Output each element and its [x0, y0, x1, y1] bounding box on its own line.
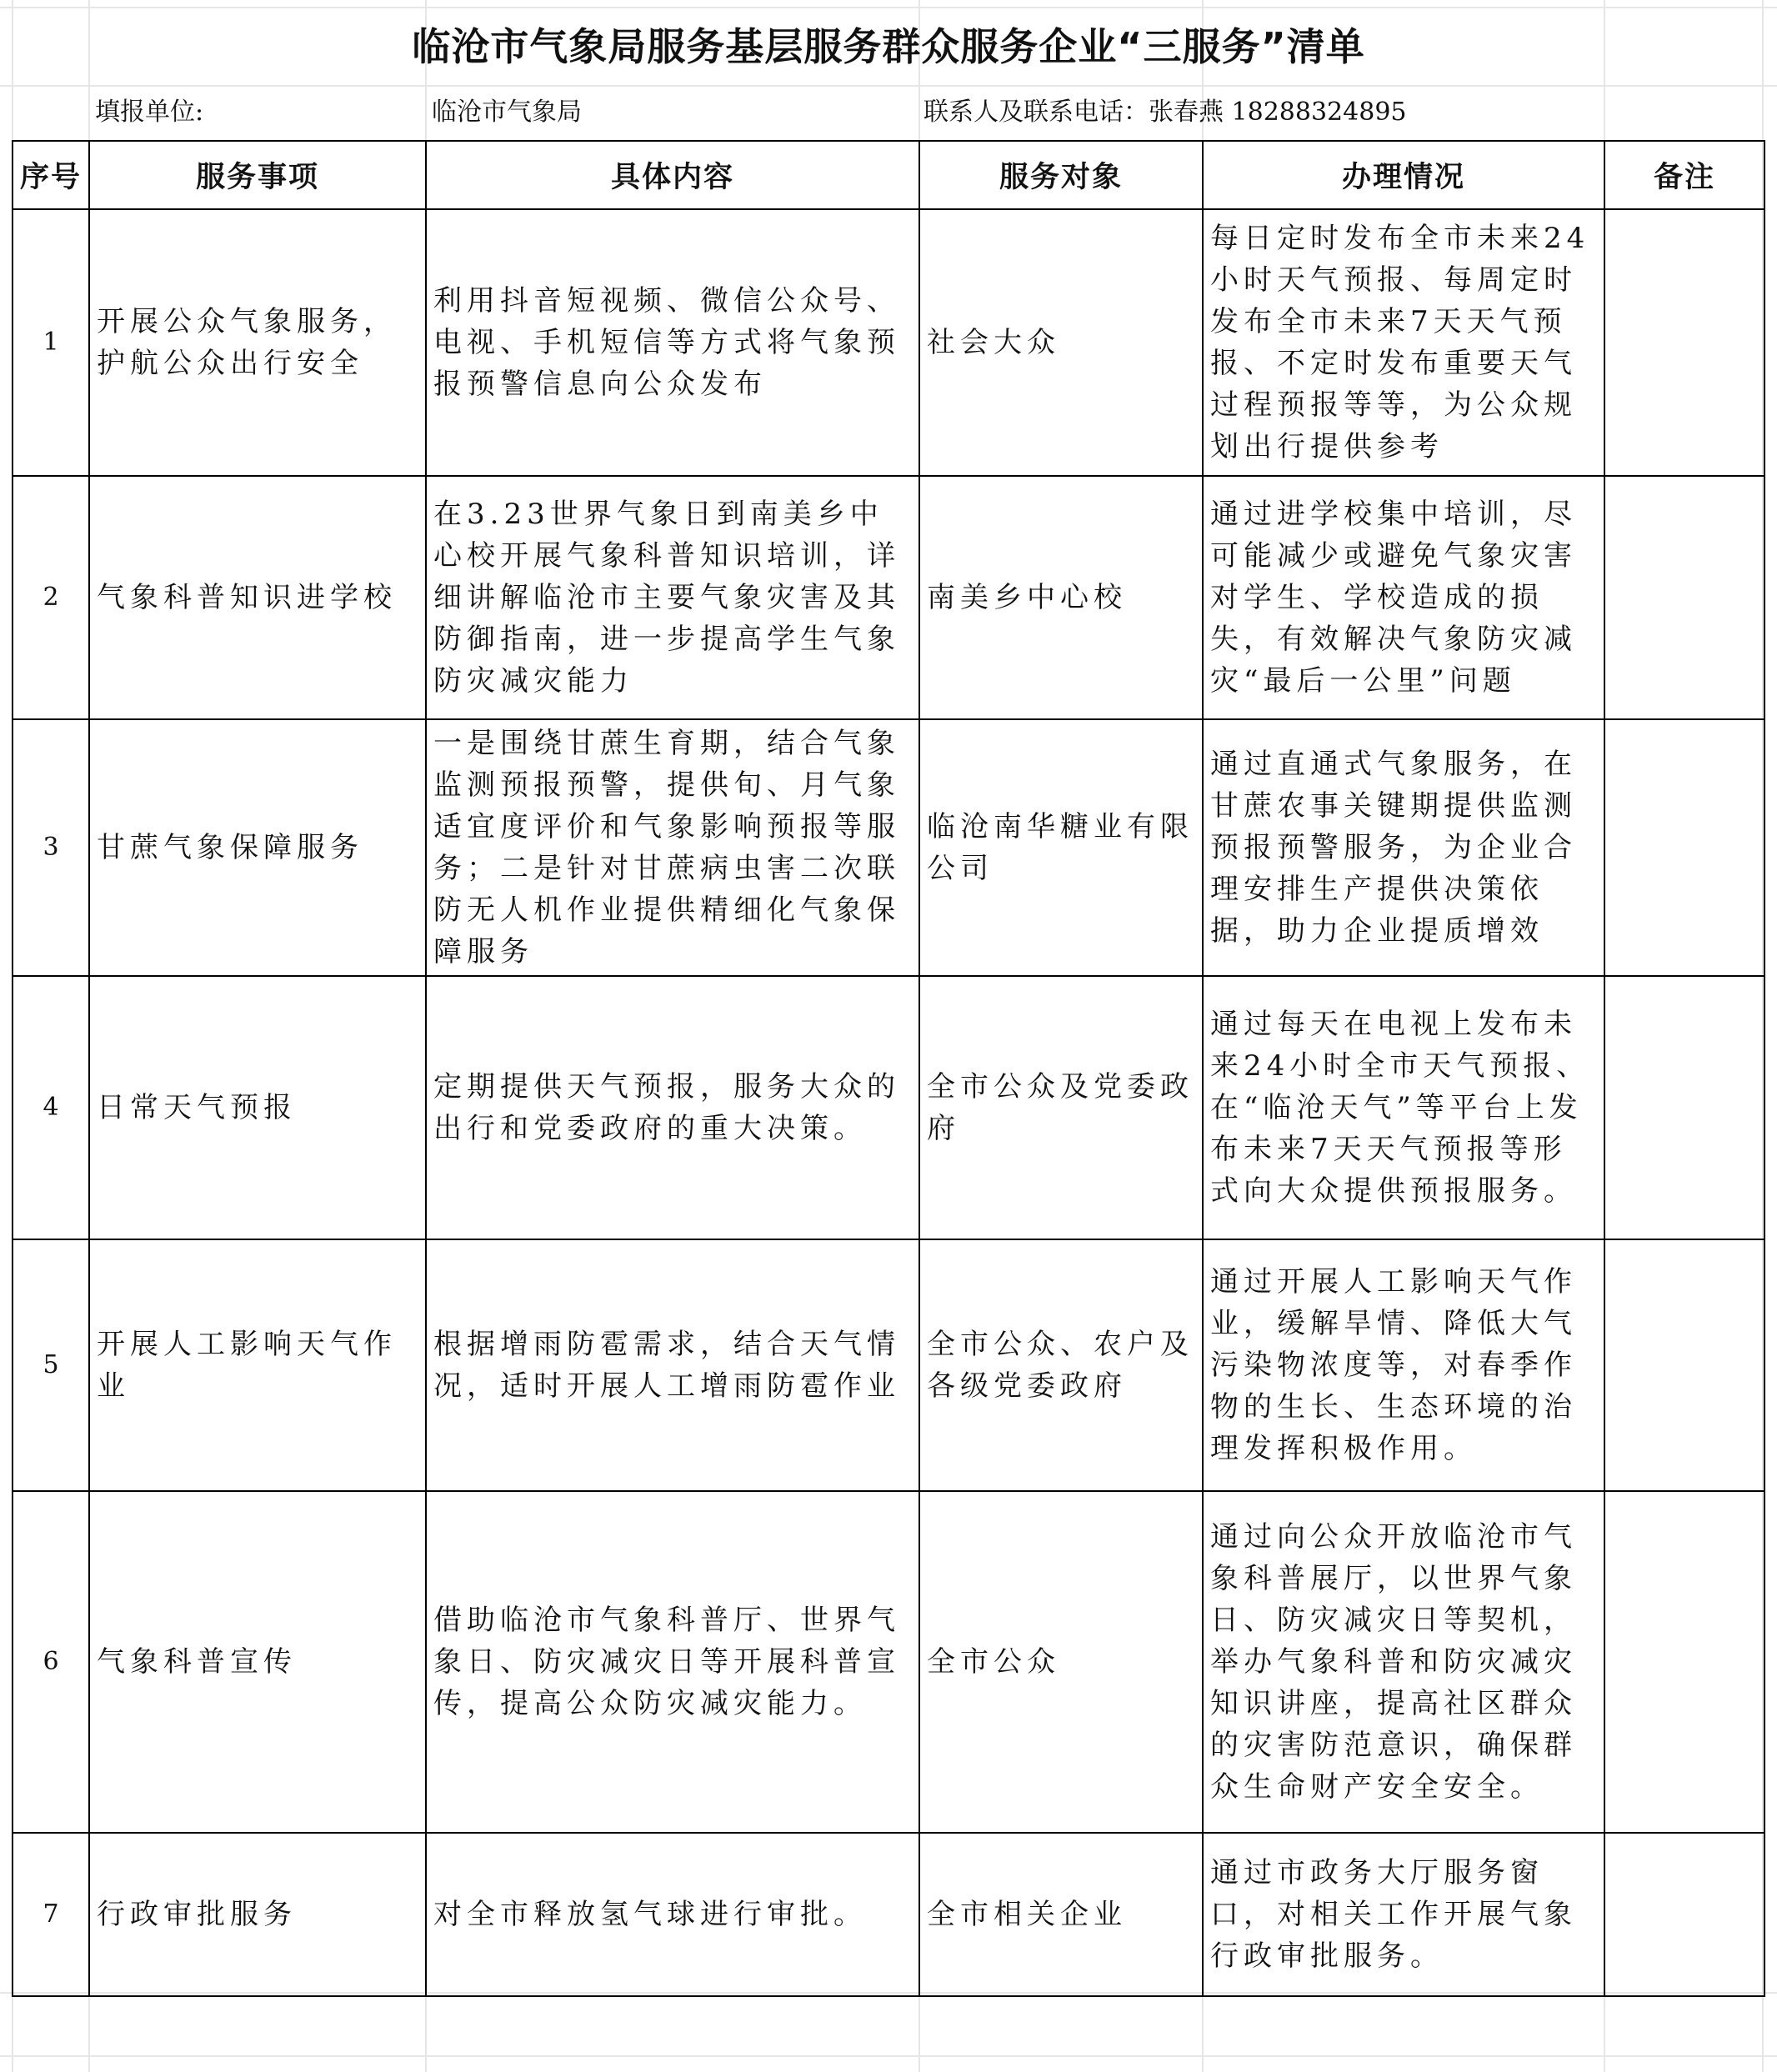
row-remark [1604, 476, 1764, 719]
row-content: 一是围绕甘蔗生育期，结合气象监测预报预警，提供旬、月气象适宜度评价和气象影响预报等服务；二是针对甘蔗病虫害二次联防无人机作业提供精细化气象保障服务 [426, 719, 919, 976]
row-remark [1604, 976, 1764, 1239]
row-status: 通过开展人工影响天气作业，缓解旱情、降低大气污染物浓度等，对春季作物的生长、生态环境的治理发挥积极作用。 [1203, 1239, 1604, 1491]
row-remark [1604, 1491, 1764, 1833]
row-remark [1604, 719, 1764, 976]
row-status: 每日定时发布全市未来24小时天气预报、每周定时发布全市未来7天天气预报、不定时发布重要天气过程预报等等，为公众规划出行提供参考 [1203, 209, 1604, 476]
table-row [13, 476, 1764, 719]
row-target: 社会大众 [919, 209, 1203, 476]
table-row [13, 976, 1764, 1239]
row-target: 临沧南华糖业有限公司 [919, 719, 1203, 976]
row-no: 2 [13, 476, 89, 719]
row-target: 全市相关企业 [919, 1833, 1203, 1996]
row-item: 开展人工影响天气作业 [89, 1239, 426, 1491]
header-status: 办理情况 [1203, 141, 1604, 209]
row-content: 在3.23世界气象日到南美乡中心校开展气象科普知识培训，详细讲解临沧市主要气象灾害及其防御指南，进一步提高学生气象防灾减灾能力 [426, 476, 919, 719]
header-target: 服务对象 [919, 141, 1203, 209]
table-row [13, 1833, 1764, 1996]
sheet-grid-line [0, 85, 1777, 87]
table-row [13, 209, 1764, 476]
contact-info: 联系人及联系电话：张春燕 18288324895 [924, 98, 1407, 127]
row-item: 甘蔗气象保障服务 [89, 719, 426, 976]
unit-label: 填报单位: [95, 98, 204, 127]
sheet-grid-line [0, 7, 1777, 8]
row-no: 6 [13, 1491, 89, 1833]
row-item: 日常天气预报 [89, 976, 426, 1239]
header-item: 服务事项 [89, 141, 426, 209]
row-status: 通过进学校集中培训，尽可能减少或避免气象灾害对学生、学校造成的损失，有效解决气象防灾减灾“最后一公里”问题 [1203, 476, 1604, 719]
row-content: 根据增雨防雹需求，结合天气情况，适时开展人工增雨防雹作业 [426, 1239, 919, 1491]
row-no: 4 [13, 976, 89, 1239]
row-item: 气象科普知识进学校 [89, 476, 426, 719]
row-status: 通过直通式气象服务，在甘蔗农事关键期提供监测预报预警服务，为企业合理安排生产提供决策依据，助力企业提质增效 [1203, 719, 1604, 976]
row-target: 全市公众、农户及各级党委政府 [919, 1239, 1203, 1491]
row-no: 5 [13, 1239, 89, 1491]
header-remark: 备注 [1604, 141, 1764, 209]
row-status: 通过市政务大厅服务窗口，对相关工作开展气象行政审批服务。 [1203, 1833, 1604, 1996]
header-content: 具体内容 [426, 141, 919, 209]
row-item: 气象科普宣传 [89, 1491, 426, 1833]
sheet-grid-line [0, 2055, 1777, 2057]
row-no: 3 [13, 719, 89, 976]
row-no: 7 [13, 1833, 89, 1996]
service-list-table [12, 140, 1765, 1997]
row-remark [1604, 1239, 1764, 1491]
row-remark [1604, 1833, 1764, 1996]
row-target: 南美乡中心校 [919, 476, 1203, 719]
row-target: 全市公众 [919, 1491, 1203, 1833]
row-content: 借助临沧市气象科普厅、世界气象日、防灾减灾日等开展科普宣传，提高公众防灾减灾能力。 [426, 1491, 919, 1833]
row-item: 开展公众气象服务，护航公众出行安全 [89, 209, 426, 476]
row-status: 通过向公众开放临沧市气象科普展厅，以世界气象日、防灾减灾日等契机，举办气象科普和防灾减灾知识讲座，提高社区群众的灾害防范意识，确保群众生命财产安全安全。 [1203, 1491, 1604, 1833]
page-title: 临沧市气象局服务基层服务群众服务企业“三服务”清单 [412, 24, 1365, 69]
table-row [13, 1239, 1764, 1491]
row-content: 利用抖音短视频、微信公众号、电视、手机短信等方式将气象预报预警信息向公众发布 [426, 209, 919, 476]
unit-value: 临沧市气象局 [432, 98, 582, 127]
table-row [13, 719, 1764, 976]
table-header-row [13, 141, 1764, 209]
row-content: 对全市释放氢气球进行审批。 [426, 1833, 919, 1996]
row-content: 定期提供天气预报，服务大众的出行和党委政府的重大决策。 [426, 976, 919, 1239]
table-row [13, 1491, 1764, 1833]
row-remark [1604, 209, 1764, 476]
row-item: 行政审批服务 [89, 1833, 426, 1996]
row-target: 全市公众及党委政府 [919, 976, 1203, 1239]
row-status: 通过每天在电视上发布未来24小时全市天气预报、在“临沧天气”等平台上发布未来7天天气预报等形式向大众提供预报服务。 [1203, 976, 1604, 1239]
header-no: 序号 [13, 141, 89, 209]
row-no: 1 [13, 209, 89, 476]
